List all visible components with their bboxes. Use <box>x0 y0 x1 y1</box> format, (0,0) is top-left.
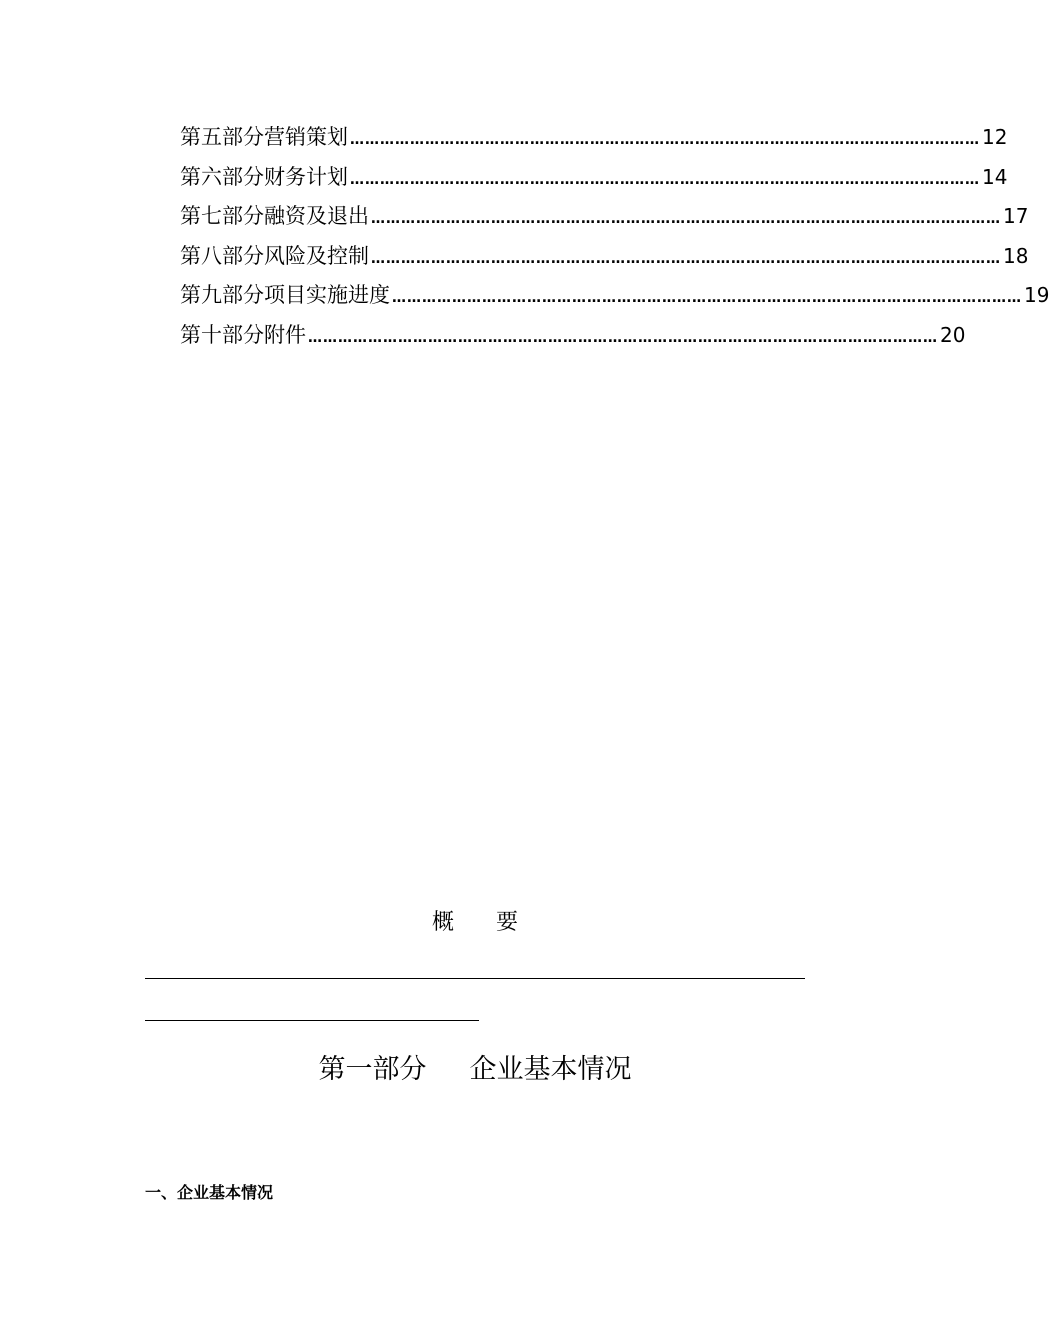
toc-page-number: 17 <box>1003 204 1029 229</box>
toc-dot-leader: ……………………………………………………………………………………………………………… <box>371 211 1001 228</box>
toc-title: 附件 <box>264 322 306 347</box>
toc-part-label: 第九部分 <box>180 283 264 308</box>
toc-part-label: 第五部分 <box>180 125 264 149</box>
toc-entry[interactable] <box>180 276 1049 316</box>
summary-heading: 概 要 <box>432 910 518 935</box>
toc-dot-leader: ……………………………………………………………………………………………………………… <box>392 290 1022 307</box>
toc-title: 营销策划 <box>264 125 348 149</box>
toc-entry[interactable] <box>180 118 1008 158</box>
toc-title: 项目实施进度 <box>264 283 390 308</box>
toc-entry[interactable] <box>180 197 1029 237</box>
table-of-contents <box>180 118 1049 356</box>
toc-part-label: 第六部分 <box>180 164 264 189</box>
toc-part-label: 第八部分 <box>180 243 264 268</box>
toc-page-number: 18 <box>1003 243 1029 268</box>
toc-dot-leader: ……………………………………………………………………………………………………………… <box>371 250 1001 267</box>
part-heading: 第一部分 企业基本情况 <box>318 1054 632 1085</box>
toc-page-number: 14 <box>982 164 1008 189</box>
toc-entry[interactable] <box>180 237 1029 277</box>
toc-part-label: 第十部分 <box>180 322 264 347</box>
toc-entry[interactable] <box>180 158 1008 198</box>
toc-part-label: 第七部分 <box>180 204 264 229</box>
toc-title: 融资及退出 <box>264 204 369 229</box>
toc-entry[interactable] <box>180 316 966 356</box>
toc-dot-leader: ……………………………………………………………………………………………………………… <box>308 329 938 346</box>
section-heading: 一、企业基本情况 <box>145 1183 274 1202</box>
horizontal-rule <box>145 1020 479 1021</box>
toc-page-number: 19 <box>1024 283 1049 308</box>
toc-dot-leader: ……………………………………………………………………………………………………………… <box>350 132 980 148</box>
toc-title: 财务计划 <box>264 164 348 189</box>
horizontal-rule <box>145 978 805 979</box>
toc-page-number: 12 <box>982 125 1008 149</box>
toc-page-number: 20 <box>940 322 966 347</box>
toc-dot-leader: ……………………………………………………………………………………………………………… <box>350 171 980 188</box>
toc-title: 风险及控制 <box>264 243 369 268</box>
